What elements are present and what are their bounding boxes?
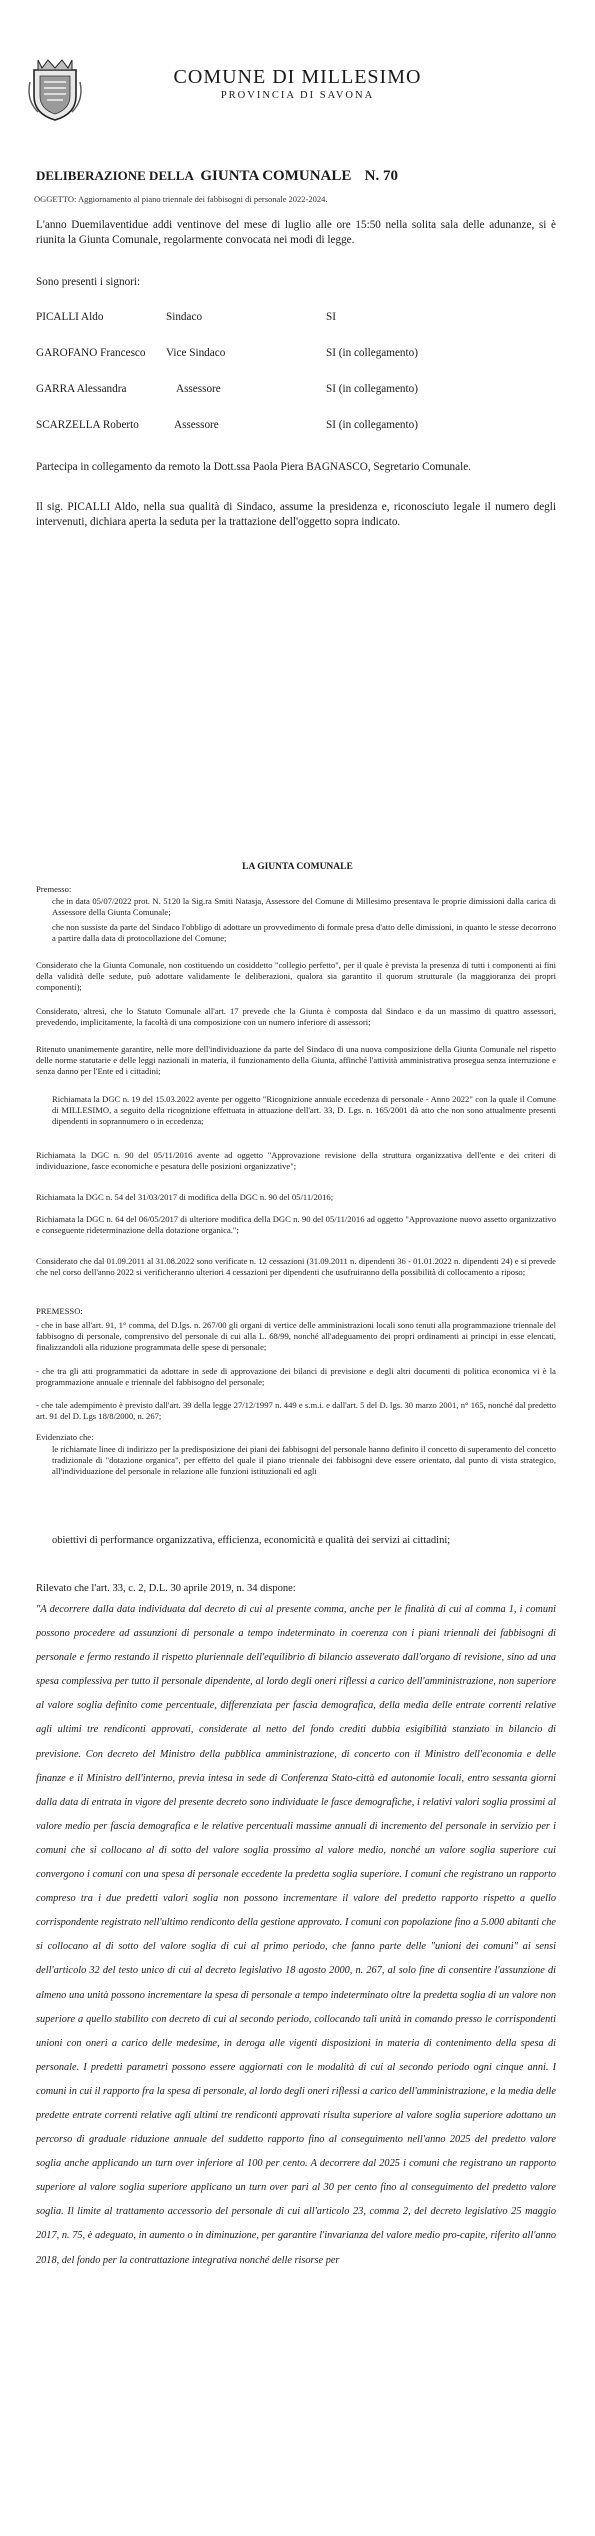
presente-stato: SI (in collegamento) — [326, 383, 418, 395]
deliberazione-label: DELIBERAZIONE DELLA — [36, 168, 194, 183]
body-paragraph: Richiamata la DGC n. 19 del 15.03.2022 avente per oggetto "Ricognizione annuale eccedenza di personale - Anno 2022" con la quale il Comune di MILLESIMO, a seguito della ricognizione effettuata in attuazione dell'art. 33, D. Lgs. n. 165/2001 dà atto che non sono attualmente presenti dipendenti in soprannumero o in eccedenza; — [52, 1094, 556, 1127]
premesso2-label: PREMESSO: — [36, 1306, 83, 1316]
presente-nome: GARRA Alessandra — [36, 383, 127, 395]
evidenziato-label: Evidenziato che: — [36, 1432, 94, 1442]
premesso2-item: - che tra gli atti programmatici da adottare in sede di approvazione dei bilanci di previsione e degli altri documenti di politica economica vi è la programmazione annuale e triennale del fabbisogno del personale; — [36, 1366, 556, 1388]
presente-stato: SI (in collegamento) — [326, 347, 418, 359]
delibera-number: N. 70 — [364, 168, 398, 184]
presente-nome: GAROFANO Francesco — [36, 347, 146, 359]
presente-ruolo: Assessore — [176, 383, 221, 395]
presente-nome: PICALLI Aldo — [36, 311, 104, 323]
body-paragraph: Considerato che la Giunta Comunale, non costituendo un cosiddetto "collegio perfetto", per il quale è prevista la presenza di tutti i componenti ai fini della validità delle sedute, può adottare validamente le deliberazioni, qualora sia garantito il quorum strutturale (la maggioranza dei propri componenti); — [36, 960, 556, 993]
presente-row — [36, 310, 556, 324]
body-paragraph: Richiamata la DGC n. 64 del 06/05/2017 di ulteriore modifica della DGC n. 90 del 05/11/2016 ad oggetto "Approvazione nuovo assetto organizzativo e conseguente rideterminazione della dotazione organica."; — [36, 1214, 556, 1236]
segretario-paragraph: Partecipa in collegamento da remoto la Dott.ssa Paola Piera BAGNASCO, Segretario Comunale. — [36, 461, 471, 473]
presente-row — [36, 382, 556, 396]
organo-label: GIUNTA COMUNALE — [200, 168, 352, 184]
oggetto-line: OGGETTO: Aggiornamento al piano triennale dei fabbisogni di personale 2022-2024. — [34, 194, 328, 204]
comune-title: COMUNE DI MILLESIMO — [173, 66, 422, 88]
presente-stato: SI — [326, 311, 336, 323]
presenti-label: Sono presenti i signori: — [36, 276, 141, 288]
provincia-subtitle: PROVINCIA DI SAVONA — [220, 90, 375, 101]
body-paragraph: Richiamata la DGC n. 54 del 31/03/2017 di modifica della DGC n. 90 del 05/11/2016; — [36, 1192, 334, 1202]
presente-row — [36, 346, 556, 360]
premesso2-item: - che in base all'art. 91, 1° comma, del D.lgs. n. 267/00 gli organi di vertice delle amministrazioni locali sono tenuti alla programmazione triennale del fabbisogno di personale, comprensivo del personale di cui alla L. 68/99, nonché all'adeguamento dei propri ordinamenti ai principi in esse elencati, finalizzandoli alla riduzione programmata delle spese di personale; — [36, 1320, 556, 1353]
giunta-heading: LA GIUNTA COMUNALE — [242, 862, 353, 872]
premesso2-item: - che tale adempimento è previsto dall'art. 39 della legge 27/12/1997 n. 449 e s.m.i. e dall'art. 5 del D. lgs. 30 marzo 2001, n° 165, nonché dal predetto art. 91 del D. Lgs 18/8/2000, n. 267; — [36, 1400, 556, 1422]
evidenziato-text: le richiamate linee di indirizzo per la predisposizione dei piani dei fabbisogni del personale hanno definito il concetto di superamento del concetto tradizionale di "dotazione organica", per effetto del quale il piano triennale dei fabbisogni deve essere orientato, dal punto di vista strategico, all'individuazione del personale in relazione alle funzioni istituzionali ed agli — [52, 1444, 556, 1477]
deliberazione-heading — [36, 168, 398, 185]
body-paragraph: Considerato che dal 01.09.2011 al 31.08.2022 sono verificate n. 12 cessazioni (31.09.2011 n. dipendenti 36 - 01.01.2022 n. dipendenti 24) e si prevede che nel corso dell'anno 2022 si verificheranno ulteriori 4 cessazioni per dipendenti che usufruiranno della possibilità di collocamento a riposo; — [36, 1256, 556, 1278]
body-paragraph: Richiamata la DGC n. 90 del 05/11/2016 avente ad oggetto "Approvazione revisione della struttura organizzativa dell'ente e dei criteri di individuazione, fasce economiche e pesatura delle posizioni organizzative"; — [36, 1150, 556, 1172]
body-paragraph: Considerato, altresì, che lo Statuto Comunale all'art. 17 prevede che la Giunta è composta dal Sindaco e da un massimo di quattro assessori, prevedendo, implicitamente, la facoltà di una composizione con un numero inferiore di assessori; — [36, 1006, 556, 1028]
presente-row — [36, 418, 556, 432]
premesso-item: che non sussiste da parte del Sindaco l'obbligo di adottare un provvedimento di formale presa d'atto delle dimissioni, in quanto le stesse decorrono a partire dalla data di protocollazione del Comune; — [52, 922, 556, 944]
premesso-item: che in data 05/07/2022 prot. N. 5120 la Sig.ra Smiti Natasja, Assessore del Comune di Millesimo presentava le proprie dimissioni dalla carica di Assessore della Giunta Comunale; — [52, 896, 556, 918]
premesso-label: Premesso: — [36, 884, 72, 894]
intro-paragraph: L'anno Duemilaventidue addi ventinove del mese di luglio alle ore 15:50 nella solita sala delle adunanze, si è riunita la Giunta Comunale, regolarmente convocata nei modi di legge. — [36, 219, 556, 246]
rilevato-label: Rilevato che l'art. 33, c. 2, D.L. 30 aprile 2019, n. 34 dispone: — [36, 1583, 296, 1594]
presidenza-paragraph: Il sig. PICALLI Aldo, nella sua qualità di Sindaco, assume la presidenza e, riconosciuto legale il numero degli intervenuti, dichiara aperta la seduta per la trattazione dell'oggetto sopra indicato. — [36, 501, 556, 528]
presente-nome: SCARZELLA Roberto — [36, 419, 139, 431]
presente-ruolo: Vice Sindaco — [166, 347, 226, 359]
presente-ruolo: Sindaco — [166, 311, 203, 323]
presente-ruolo: Assessore — [174, 419, 219, 431]
evidenziato-continuation: obiettivi di performance organizzativa, efficienza, economicità e qualità dei servizi ai cittadini; — [52, 1535, 451, 1546]
presente-stato: SI (in collegamento) — [326, 419, 418, 431]
legal-quote: "A decorrere dalla data individuata dal decreto di cui al presente comma, anche per le finalità di cui al comma 1, i comuni possono procedere ad assunzioni di personale a tempo indeterminato in coerenza con i piani triennali dei fabbisogni di personale e fermo restando il rispetto pluriennale dell'equilibrio di bilancio asseverato dall'organo di revisione, sino ad una spesa complessiva per tutto il personale dipendente, al lordo degli oneri riflessi a carico dell'amministrazione, non superiore al valore soglia definito come percentuale, differenziata per fascia demografica, della media delle entrate correnti relative agli ultimi tre rendiconti approvati, considerate al netto del fondo crediti dubbia esigibilità stanziato in bilancio di previsione. Con decreto del Ministro della pubblica amministrazione, di concerto con il Ministro dell'economia e delle finanze e il Ministro dell'interno, previa intesa in sede di Conferenza Stato-città ed autonomie locali, entro sessanta giorni dalla data di entrata in vigore del presente decreto sono individuate le fasce demografiche, i relativi valori soglia prossimi al valore medio per fascia demografica e le relative percentuali massime annuali di incremento del personale in servizio per i comuni che si collocano al di sotto del valore soglia prossimo al valore medio, nonché un valore soglia superiore cui convergono i comuni con una spesa di personale eccedente la predetta soglia superiore. I comuni che registrano un rapporto compreso tra i due predetti valori soglia non possono incrementare il valore del predetto rapporto rispetto a quello corrispondente registrato nell'ultimo rendiconto della gestione approvato. I comuni con popolazione fino a 5.000 abitanti che si collocano al di sotto del valore soglia di cui al primo periodo, che fanno parte delle "unioni dei comuni" ai sensi dell'articolo 32 del testo unico di cui al decreto legislativo 18 agosto 2000, n. 267, al solo fine di consentire l'assunzione di almeno una unità possono incrementare la spesa di personale a tempo indeterminato oltre la predetta soglia di un valore non superiore a quello stabilito con decreto di cui al secondo periodo, collocando tali unità in comando presso le corrispondenti unioni con oneri a carico delle medesime, in deroga alle vigenti disposizioni in materia di contenimento della spesa di personale. I predetti parametri possono essere aggiornati con le modalità di cui al secondo periodo ogni cinque anni. I comuni in cui il rapporto fra la spesa di personale, al lordo degli oneri riflessi a carico dell'amministrazione, e la media delle predette entrate correnti relative agli ultimi tre rendiconti approvati risulta superiore al valore soglia superiore adottano un percorso di graduale riduzione annuale del suddetto rapporto fino al conseguimento nell'anno 2025 del predetto valore soglia anche applicando un turn over inferiore al 100 per cento. A decorrere dal 2025 i comuni che registrano un rapporto superiore al valore soglia superiore applicano un turn over pari al 30 per cento fino al conseguimento del predetto valore soglia. Il limite al trattamento accessorio del personale di cui all'articolo 23, comma 2, del decreto legislativo 25 maggio 2017, n. 75, è adeguato, in aumento o in diminuzione, per garantire l'invarianza del valore medio pro-capite, riferito all'anno 2018, del fondo per la contrattazione integrativa nonché delle risorse per — [36, 1604, 556, 2266]
body-paragraph: Ritenuto unanimemente garantire, nelle more dell'individuazione da parte del Sindaco di una nuova composizione della Giunta Comunale nel rispetto delle norme statutarie e delle leggi nazionali in materia, il funzionamento della Giunta, affinché l'attività amministrativa prosegua senza interruzione e senza danno per l'Ente ed i cittadini; — [36, 1044, 556, 1077]
